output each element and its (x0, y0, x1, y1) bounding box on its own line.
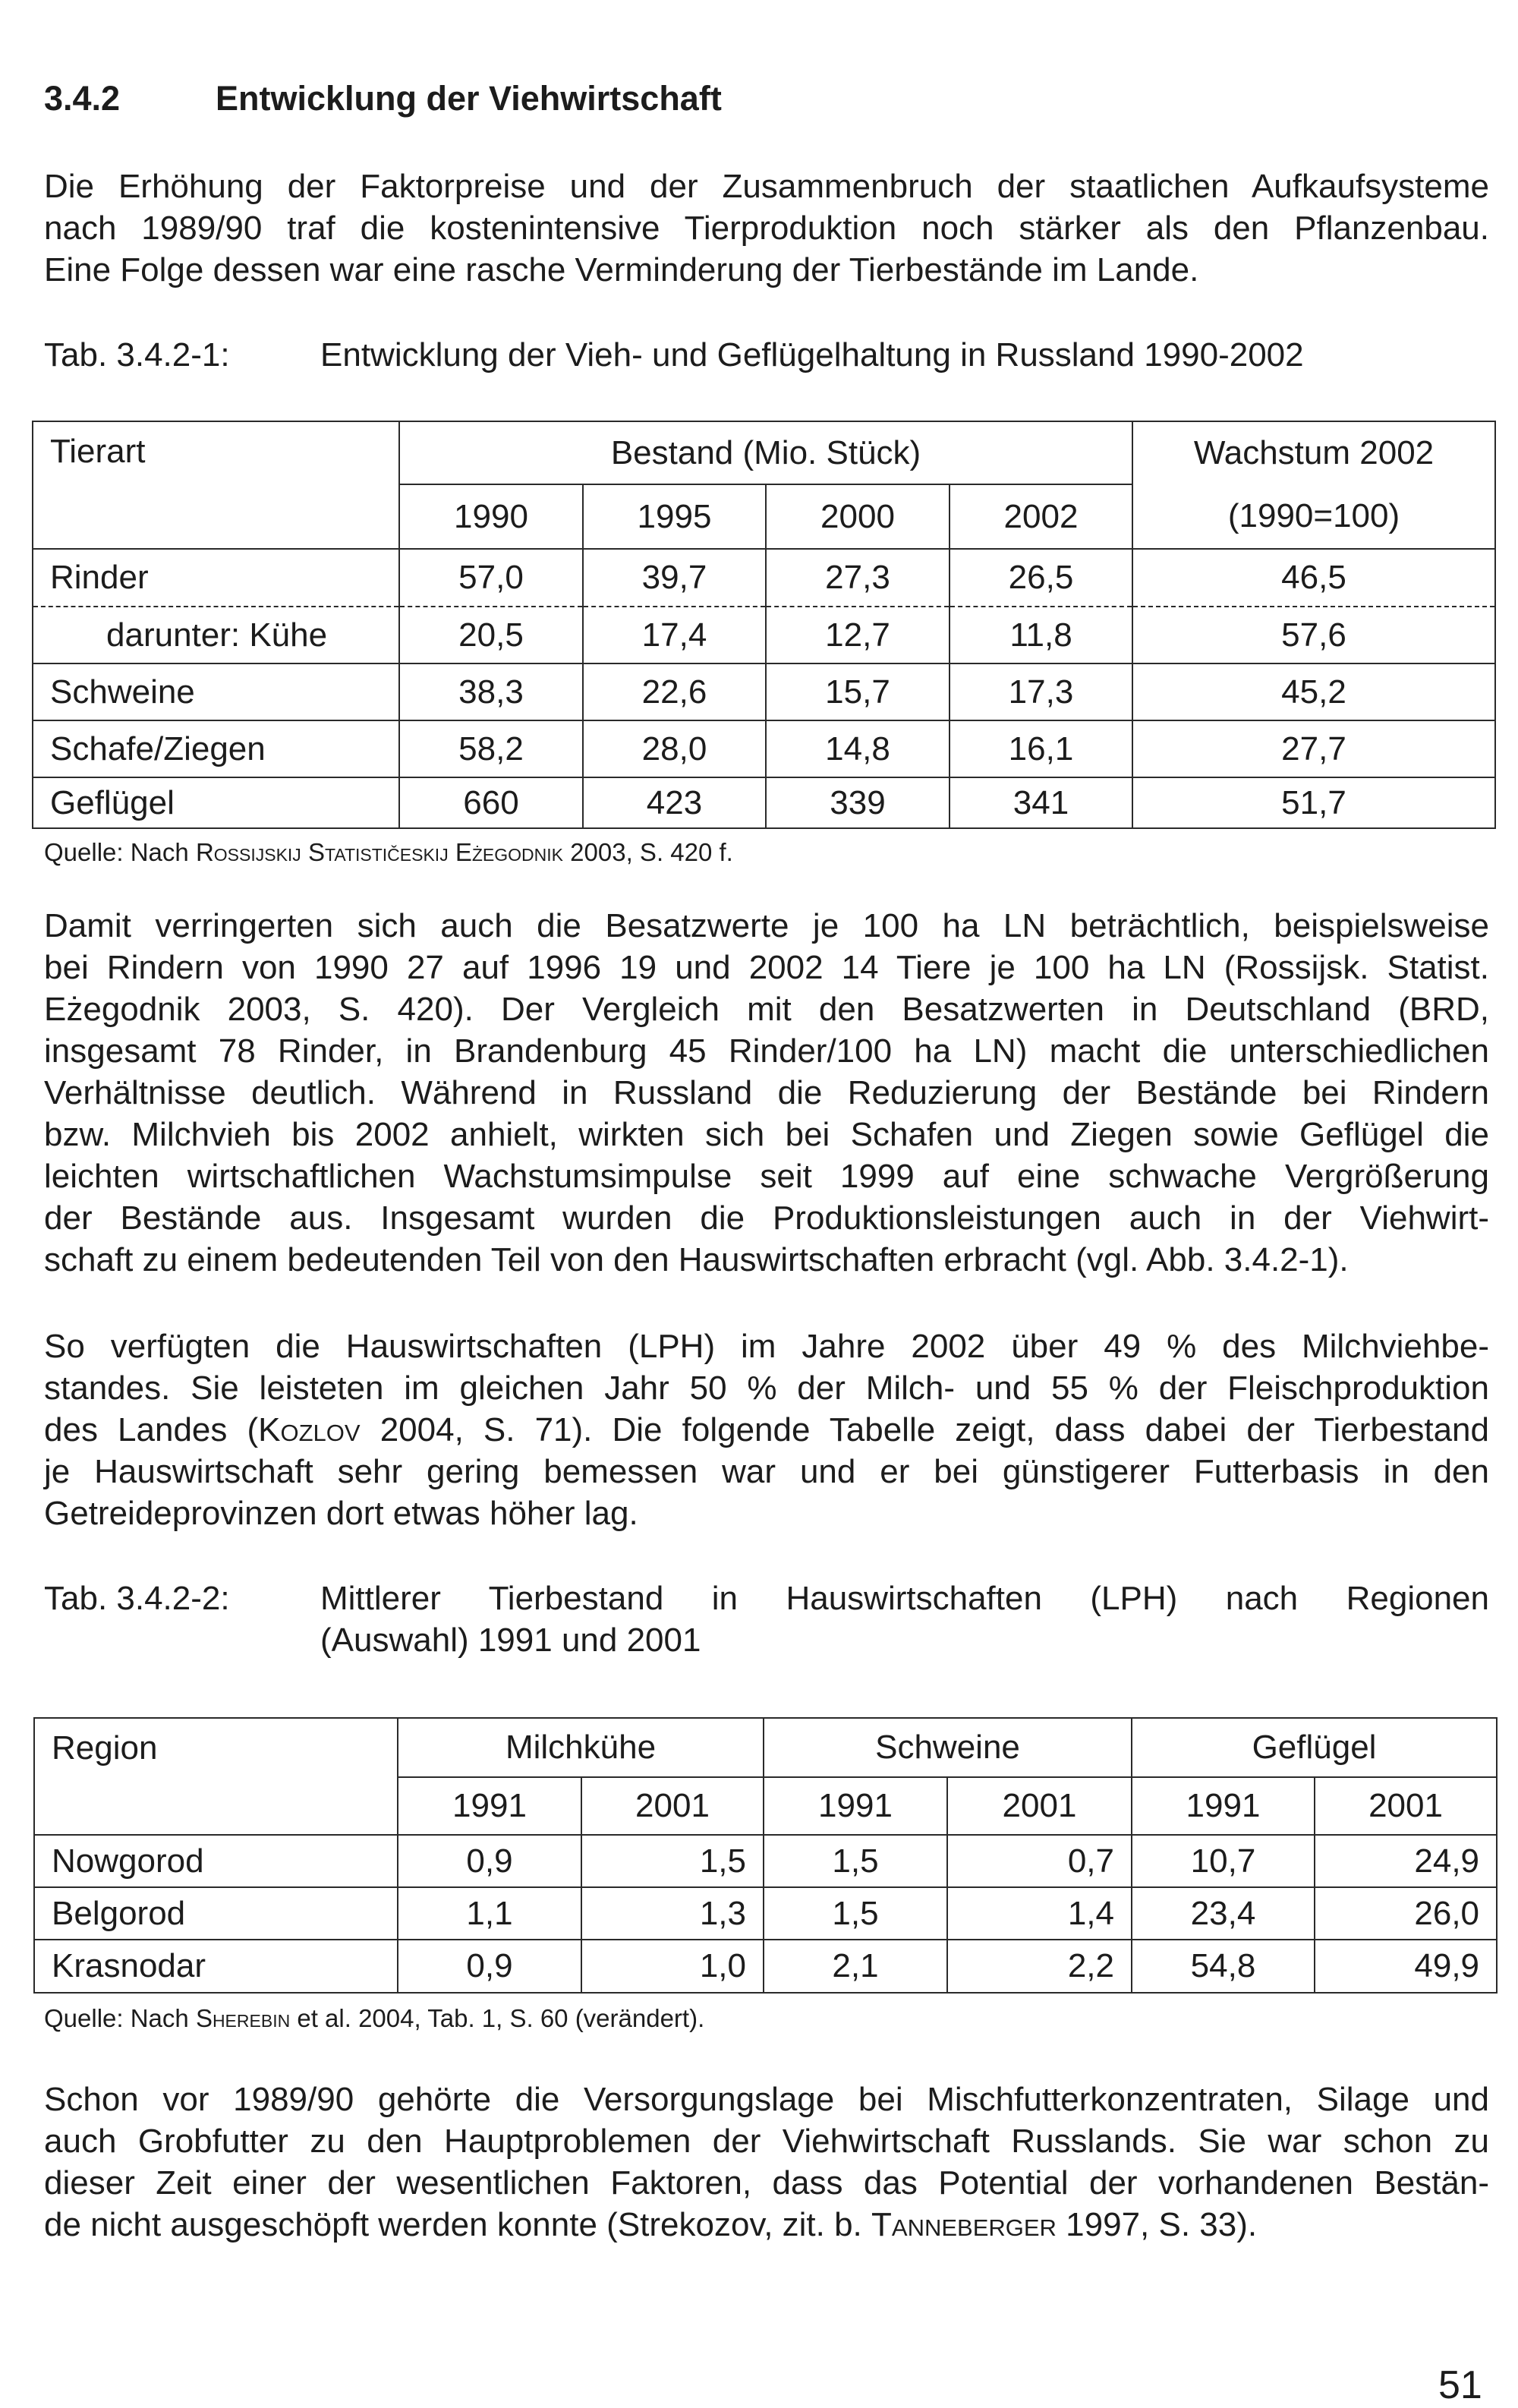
cell-value: 26,0 (1315, 1887, 1497, 1940)
caption-line: Mittlerer Tierbestand in Hauswirtschaften (LPH) nach Regionen (320, 1580, 1489, 1617)
paragraph-intro (44, 165, 1489, 291)
source-suffix: et al. 2004, Tab. 1, S. 60 (verändert). (290, 2004, 705, 2032)
cell-value: 38,3 (399, 663, 583, 720)
header-tierart: Tierart (33, 421, 399, 549)
table-header-row (34, 1718, 1497, 1777)
cell-value: 423 (583, 777, 766, 828)
cell-value: 2,1 (764, 1940, 947, 1993)
cell-value: 341 (950, 777, 1132, 828)
table-row (34, 1835, 1497, 1887)
cell-value: 15,7 (766, 663, 950, 720)
text-fragment: 2004, S. 71). Die folgende Tabelle zeigt, dass dabei der Tierbestand (360, 1411, 1489, 1448)
text-line: nach 1989/90 traf die kostenintensive Tierproduktion noch stärker als den Pflanzenbau. (44, 210, 1489, 247)
row-label: Belgorod (34, 1887, 398, 1940)
source-prefix: Quelle: Nach (44, 2004, 196, 2032)
cell-value: 17,4 (583, 607, 766, 663)
header-region: Region (34, 1718, 398, 1835)
source-prefix: Quelle: Nach (44, 838, 196, 866)
text-line: bei Rindern von 1990 27 auf 1996 19 und 2002 14 Tiere je 100 ha LN (Rossijsk. Statist. (44, 949, 1489, 986)
cell-growth: 57,6 (1132, 607, 1495, 663)
header-wachstum-base: (1990=100) (1132, 484, 1495, 549)
header-year: 1991 (764, 1777, 947, 1835)
row-label: Rinder (33, 549, 399, 607)
header-year: 2001 (1315, 1777, 1497, 1835)
header-year: 1995 (583, 484, 766, 549)
page-number: 51 (1438, 2363, 1482, 2407)
cell-value: 14,8 (766, 720, 950, 777)
cell-value: 0,7 (947, 1835, 1132, 1887)
cell-value: 1,5 (764, 1835, 947, 1887)
table-lph-regions (33, 1717, 1498, 1994)
header-year: 2000 (766, 484, 950, 549)
header-year: 2001 (947, 1777, 1132, 1835)
cell-value: 57,0 (399, 549, 583, 607)
cell-value: 1,5 (764, 1887, 947, 1940)
table1-caption-label: Tab. 3.4.2-1: (44, 336, 230, 373)
paragraph-besatzwerte (44, 905, 1489, 1281)
text-line: auch Grobfutter zu den Hauptproblemen der Viehwirtschaft Russlands. Sie war schon zu (44, 2123, 1489, 2160)
text-line: Schon vor 1989/90 gehörte die Versorgungslage bei Mischfutterkonzentraten, Silage und (44, 2081, 1489, 2118)
text-line: dieser Zeit einer der wesentlichen Faktoren, dass das Potential der vorhandenen Bestän- (44, 2164, 1489, 2202)
cell-value: 24,9 (1315, 1835, 1497, 1887)
cell-value: 1,4 (947, 1887, 1132, 1940)
cell-value: 1,1 (398, 1887, 581, 1940)
section-number: 3.4.2 (44, 79, 121, 118)
cell-value: 0,9 (398, 1940, 581, 1993)
row-label: Schweine (33, 663, 399, 720)
cell-value: 28,0 (583, 720, 766, 777)
cell-value: 0,9 (398, 1835, 581, 1887)
header-year: 1991 (1132, 1777, 1315, 1835)
caption-line: (Auswahl) 1991 und 2001 (320, 1622, 701, 1659)
cell-growth: 51,7 (1132, 777, 1495, 828)
text-line: Verhältnisse deutlich. Während in Russland die Reduzierung der Bestände bei Rindern (44, 1074, 1489, 1111)
text-line: insgesamt 78 Rinder, in Brandenburg 45 Rinder/100 ha LN) macht die unterschiedlichen (44, 1032, 1489, 1070)
text-line: Getreideprovinzen dort etwas höher lag. (44, 1495, 638, 1532)
cell-value: 54,8 (1132, 1940, 1315, 1993)
cell-value: 12,7 (766, 607, 950, 663)
header-group-schweine: Schweine (764, 1718, 1132, 1777)
table-row (33, 777, 1495, 828)
text-line (44, 1409, 1489, 1451)
paragraph-hauswirtschaften (44, 1325, 1489, 1534)
source-suffix: 2003, S. 420 f. (563, 838, 733, 866)
text-line: Damit verringerten sich auch die Besatzwerte je 100 ha LN beträchtlich, beispielsweise (44, 907, 1489, 944)
source-author: Rossijskij Statističeskij Eżegodnik (195, 838, 564, 866)
text-line: Die Erhöhung der Faktorpreise und der Zusammenbruch der staatlichen Aufkaufsysteme (44, 168, 1489, 205)
cell-value: 23,4 (1132, 1887, 1315, 1940)
text-line: Eine Folge dessen war eine rasche Verminderung der Tierbestände im Lande. (44, 251, 1199, 288)
header-group-milchkuehe: Milchkühe (398, 1718, 764, 1777)
table2-caption (44, 1577, 1489, 1661)
cell-value: 1,0 (581, 1940, 764, 1993)
cell-value: 1,3 (581, 1887, 764, 1940)
section-title: Entwicklung der Viehwirtschaft (216, 79, 722, 118)
table-row (33, 663, 1495, 720)
table-header-row (33, 421, 1495, 484)
text-fragment: 1997, S. 33). (1056, 2206, 1258, 2243)
table2-caption-label: Tab. 3.4.2-2: (44, 1580, 230, 1617)
header-bestand: Bestand (Mio. Stück) (399, 421, 1132, 484)
text-line: standes. Sie leisteten im gleichen Jahr 50 % der Milch- und 55 % der Fleischproduktion (44, 1369, 1489, 1407)
table-row (33, 720, 1495, 777)
table-livestock-russia (32, 421, 1496, 829)
header-group-gefluegel: Geflügel (1132, 1718, 1497, 1777)
cell-value: 27,3 (766, 549, 950, 607)
source-author: Sherebin (195, 2004, 291, 2032)
row-label: Krasnodar (34, 1940, 398, 1993)
row-label: Nowgorod (34, 1835, 398, 1887)
cell-value: 339 (766, 777, 950, 828)
text-line (44, 2204, 1489, 2246)
cell-growth: 46,5 (1132, 549, 1495, 607)
table2-caption-text (320, 1577, 1489, 1661)
text-line: Eżegodnik 2003, S. 420). Der Vergleich mit den Besatzwerten in Deutschland (BRD, (44, 991, 1489, 1028)
cell-value: 58,2 (399, 720, 583, 777)
cell-value: 10,7 (1132, 1835, 1315, 1887)
text-line: leichten wirtschaftlichen Wachstumsimpulse seit 1999 auf eine schwache Vergrößerung (44, 1158, 1489, 1195)
cell-value: 22,6 (583, 663, 766, 720)
table1-caption-text (320, 334, 1489, 376)
paragraph-futter (44, 2079, 1489, 2246)
header-year: 2002 (950, 484, 1132, 549)
caption-line: Entwicklung der Vieh- und Geflügelhaltung in Russland 1990-2002 (320, 336, 1304, 373)
cell-value: 17,3 (950, 663, 1132, 720)
citation-author: Tanneberger (871, 2206, 1057, 2243)
text-line: So verfügten die Hauswirtschaften (LPH) im Jahre 2002 über 49 % des Milchviehbe- (44, 1328, 1489, 1365)
text-fragment: de nicht ausgeschöpft werden konnte (Strekozov, zit. b. (44, 2206, 872, 2243)
citation-author: Kozlov (258, 1411, 361, 1448)
table-row (34, 1887, 1497, 1940)
table2-source (44, 2004, 704, 2033)
header-year: 1991 (398, 1777, 581, 1835)
row-label: darunter: Kühe (33, 607, 399, 663)
row-label: Schafe/Ziegen (33, 720, 399, 777)
cell-value: 11,8 (950, 607, 1132, 663)
text-line: je Hauswirtschaft sehr gering bemessen war und er bei günstigerer Futterbasis in den (44, 1453, 1489, 1490)
table-row (33, 549, 1495, 607)
row-label: Geflügel (33, 777, 399, 828)
cell-value: 16,1 (950, 720, 1132, 777)
cell-value: 2,2 (947, 1940, 1132, 1993)
cell-value: 39,7 (583, 549, 766, 607)
text-fragment: des Landes ( (44, 1411, 259, 1448)
header-wachstum: Wachstum 2002 (1132, 421, 1495, 484)
text-line: der Bestände aus. Insgesamt wurden die Produktionsleistungen auch in der Viehwirt- (44, 1199, 1489, 1237)
table1-source (44, 838, 733, 867)
header-year: 2001 (581, 1777, 764, 1835)
table-row (33, 607, 1495, 663)
cell-growth: 27,7 (1132, 720, 1495, 777)
cell-value: 49,9 (1315, 1940, 1497, 1993)
header-year: 1990 (399, 484, 583, 549)
text-line: schaft zu einem bedeutenden Teil von den Hauswirtschaften erbracht (vgl. Abb. 3.4.2-1). (44, 1241, 1349, 1278)
table-row (34, 1940, 1497, 1993)
cell-value: 20,5 (399, 607, 583, 663)
cell-value: 1,5 (581, 1835, 764, 1887)
section-heading (44, 79, 722, 118)
cell-value: 660 (399, 777, 583, 828)
table1-caption (44, 334, 1489, 376)
text-line: bzw. Milchvieh bis 2002 anhielt, wirkten sich bei Schafen und Ziegen sowie Geflügel die (44, 1116, 1489, 1153)
cell-growth: 45,2 (1132, 663, 1495, 720)
cell-value: 26,5 (950, 549, 1132, 607)
